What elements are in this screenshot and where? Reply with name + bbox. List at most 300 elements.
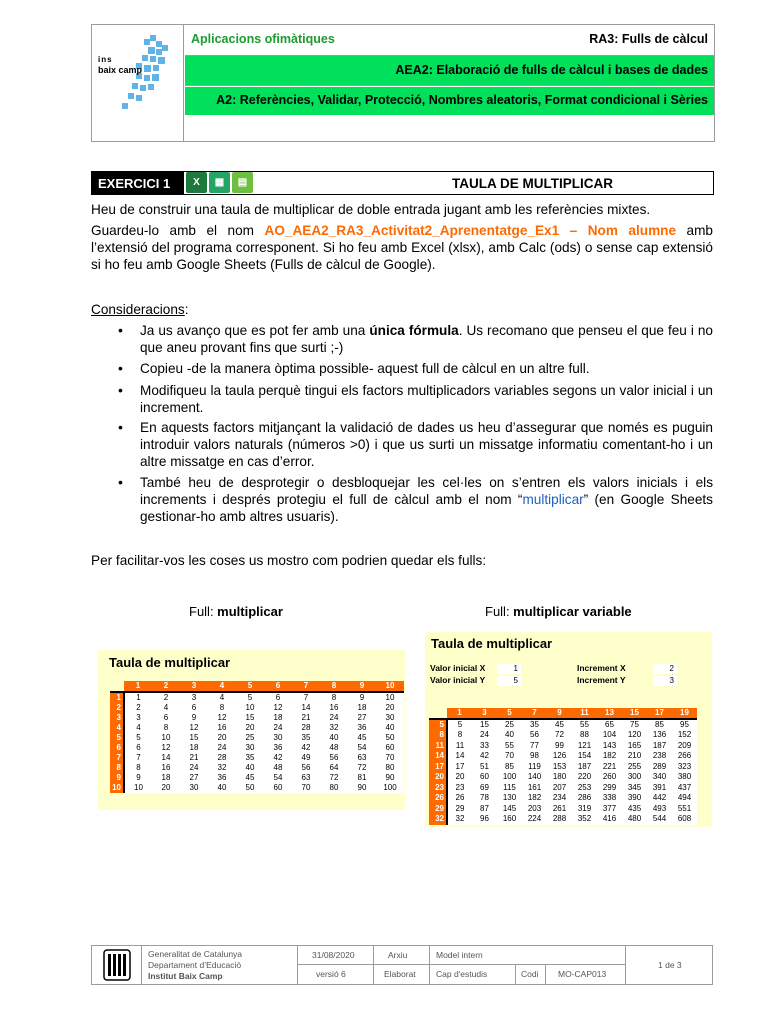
col-header-cell[interactable]: 11 bbox=[572, 708, 597, 719]
product-cell[interactable]: 40 bbox=[376, 723, 404, 733]
product-cell[interactable]: 18 bbox=[264, 713, 292, 723]
product-cell[interactable]: 493 bbox=[647, 804, 672, 815]
product-cell[interactable]: 120 bbox=[622, 730, 647, 741]
product-cell[interactable]: 72 bbox=[547, 730, 572, 741]
product-cell[interactable]: 9 bbox=[348, 692, 376, 703]
product-cell[interactable]: 238 bbox=[647, 751, 672, 762]
product-cell[interactable]: 23 bbox=[447, 783, 472, 794]
footer-cap: Cap d'estudis bbox=[436, 969, 488, 979]
row-header-cell[interactable]: 4 bbox=[110, 723, 124, 733]
product-cell[interactable]: 10 bbox=[376, 692, 404, 703]
product-cell[interactable]: 12 bbox=[264, 703, 292, 713]
logo-subtext: ins bbox=[98, 55, 113, 64]
product-cell[interactable]: 288 bbox=[547, 814, 572, 825]
footer-date-cell bbox=[298, 946, 374, 965]
product-cell[interactable]: 87 bbox=[472, 804, 497, 815]
product-cell[interactable]: 48 bbox=[320, 743, 348, 753]
product-cell[interactable]: 6 bbox=[124, 743, 152, 753]
header-row-aea bbox=[185, 56, 714, 86]
product-cell[interactable]: 299 bbox=[597, 783, 622, 794]
product-cell[interactable]: 11 bbox=[447, 741, 472, 752]
bullet-dot: • bbox=[118, 322, 123, 338]
product-cell[interactable]: 30 bbox=[180, 783, 208, 793]
product-cell[interactable]: 12 bbox=[180, 723, 208, 733]
product-cell[interactable]: 70 bbox=[376, 753, 404, 763]
product-cell[interactable]: 36 bbox=[208, 773, 236, 783]
bullet-3: Modifiqueu la taula perquè tingui els factors multiplicadors variables segons un valor inicial i un increment. bbox=[140, 383, 713, 415]
product-cell[interactable]: 70 bbox=[292, 783, 320, 793]
product-cell[interactable]: 18 bbox=[348, 703, 376, 713]
label-valor-inicial-x: Valor inicial X bbox=[430, 663, 486, 673]
product-cell[interactable]: 1 bbox=[124, 692, 152, 703]
product-cell[interactable]: 180 bbox=[547, 772, 572, 783]
sheet2-title: Taula de multiplicar bbox=[431, 636, 553, 651]
product-cell[interactable]: 380 bbox=[672, 772, 697, 783]
product-cell[interactable]: 494 bbox=[672, 793, 697, 804]
col-header-cell[interactable]: 1 bbox=[447, 708, 472, 719]
product-cell[interactable]: 5 bbox=[124, 733, 152, 743]
col-header-cell[interactable]: 6 bbox=[264, 681, 292, 692]
table-row bbox=[110, 753, 404, 763]
product-cell[interactable]: 32 bbox=[320, 723, 348, 733]
product-cell[interactable]: 224 bbox=[522, 814, 547, 825]
product-cell[interactable]: 9 bbox=[180, 713, 208, 723]
sheet1-caption-name: multiplicar bbox=[217, 604, 283, 619]
product-cell[interactable]: 40 bbox=[236, 763, 264, 773]
product-cell[interactable]: 28 bbox=[208, 753, 236, 763]
bullet-5-pre: També heu de desprotegir o desbloquejar les cel·les on s’entren els valors inicials i els increments i després protegiu el full de càlcul amb el nom “ bbox=[140, 475, 713, 507]
product-cell[interactable]: 95 bbox=[672, 719, 697, 730]
product-cell[interactable]: 8 bbox=[320, 692, 348, 703]
col-header-cell[interactable]: 10 bbox=[376, 681, 404, 692]
product-cell[interactable]: 12 bbox=[208, 713, 236, 723]
col-header-cell[interactable]: 7 bbox=[522, 708, 547, 719]
product-cell[interactable]: 480 bbox=[622, 814, 647, 825]
product-cell[interactable]: 24 bbox=[208, 743, 236, 753]
product-cell[interactable]: 5 bbox=[236, 692, 264, 703]
table-row bbox=[429, 730, 697, 741]
product-cell[interactable]: 28 bbox=[292, 723, 320, 733]
product-cell[interactable]: 266 bbox=[672, 751, 697, 762]
col-header-cell[interactable]: 7 bbox=[292, 681, 320, 692]
product-cell[interactable]: 2 bbox=[124, 703, 152, 713]
product-cell[interactable]: 115 bbox=[497, 783, 522, 794]
product-cell[interactable]: 54 bbox=[264, 773, 292, 783]
product-cell[interactable]: 319 bbox=[572, 804, 597, 815]
col-header-cell[interactable]: 5 bbox=[497, 708, 522, 719]
product-cell[interactable]: 60 bbox=[472, 772, 497, 783]
product-cell[interactable]: 48 bbox=[264, 763, 292, 773]
product-cell[interactable]: 7 bbox=[292, 692, 320, 703]
product-cell[interactable]: 90 bbox=[348, 783, 376, 793]
product-cell[interactable]: 8 bbox=[152, 723, 180, 733]
sheet1-table bbox=[110, 681, 404, 793]
product-cell[interactable]: 221 bbox=[597, 762, 622, 773]
product-cell[interactable]: 36 bbox=[348, 723, 376, 733]
product-cell[interactable]: 51 bbox=[472, 762, 497, 773]
footer-cap-cell bbox=[430, 965, 516, 984]
product-cell[interactable]: 352 bbox=[572, 814, 597, 825]
product-cell[interactable]: 4 bbox=[124, 723, 152, 733]
product-cell[interactable]: 33 bbox=[472, 741, 497, 752]
product-cell[interactable]: 17 bbox=[447, 762, 472, 773]
product-cell[interactable]: 160 bbox=[497, 814, 522, 825]
product-cell[interactable]: 85 bbox=[497, 762, 522, 773]
product-cell[interactable]: 9 bbox=[124, 773, 152, 783]
product-cell[interactable]: 40 bbox=[208, 783, 236, 793]
row-header-cell[interactable]: 20 bbox=[429, 772, 447, 783]
product-cell[interactable]: 100 bbox=[497, 772, 522, 783]
product-cell[interactable]: 45 bbox=[348, 733, 376, 743]
col-header-cell[interactable]: 17 bbox=[647, 708, 672, 719]
product-cell[interactable]: 121 bbox=[572, 741, 597, 752]
corner-cell bbox=[429, 708, 447, 719]
product-cell[interactable]: 161 bbox=[522, 783, 547, 794]
product-cell[interactable]: 220 bbox=[572, 772, 597, 783]
row-header-cell[interactable]: 8 bbox=[110, 763, 124, 773]
row-header-cell[interactable]: 1 bbox=[110, 692, 124, 703]
col-header-cell[interactable]: 15 bbox=[622, 708, 647, 719]
valor-inicial-y-value[interactable]: 5 bbox=[497, 676, 521, 686]
product-cell[interactable]: 20 bbox=[447, 772, 472, 783]
footer-code-cell bbox=[546, 965, 626, 984]
valor-inicial-x-value[interactable]: 1 bbox=[497, 664, 521, 674]
increment-y-value[interactable]: 3 bbox=[653, 676, 677, 686]
product-cell[interactable]: 30 bbox=[376, 713, 404, 723]
product-cell[interactable]: 416 bbox=[597, 814, 622, 825]
product-cell[interactable]: 88 bbox=[572, 730, 597, 741]
product-cell[interactable]: 255 bbox=[622, 762, 647, 773]
bullet-1-pre: Ja us avanço que es pot fer amb una bbox=[140, 323, 370, 338]
product-cell[interactable]: 4 bbox=[208, 692, 236, 703]
product-cell[interactable]: 377 bbox=[597, 804, 622, 815]
product-cell[interactable]: 551 bbox=[672, 804, 697, 815]
row-header-cell[interactable]: 26 bbox=[429, 793, 447, 804]
row-header-cell[interactable]: 29 bbox=[429, 804, 447, 815]
product-cell[interactable]: 165 bbox=[622, 741, 647, 752]
product-cell[interactable]: 30 bbox=[264, 733, 292, 743]
product-cell[interactable]: 80 bbox=[320, 783, 348, 793]
product-cell[interactable]: 435 bbox=[622, 804, 647, 815]
table-row bbox=[110, 783, 404, 793]
product-cell[interactable]: 96 bbox=[472, 814, 497, 825]
product-cell[interactable]: 145 bbox=[497, 804, 522, 815]
product-cell[interactable]: 54 bbox=[348, 743, 376, 753]
sheet2-caption-prefix: Full: bbox=[485, 604, 514, 619]
product-cell[interactable]: 4 bbox=[152, 703, 180, 713]
product-cell[interactable]: 20 bbox=[152, 783, 180, 793]
product-cell[interactable]: 16 bbox=[320, 703, 348, 713]
product-cell[interactable]: 136 bbox=[647, 730, 672, 741]
product-cell[interactable]: 10 bbox=[236, 703, 264, 713]
product-cell[interactable]: 36 bbox=[264, 743, 292, 753]
product-cell[interactable]: 99 bbox=[547, 741, 572, 752]
product-cell[interactable]: 90 bbox=[376, 773, 404, 783]
product-cell[interactable]: 544 bbox=[647, 814, 672, 825]
product-cell[interactable]: 3 bbox=[180, 692, 208, 703]
product-cell[interactable]: 64 bbox=[320, 763, 348, 773]
product-cell[interactable]: 56 bbox=[320, 753, 348, 763]
row-header-cell[interactable]: 6 bbox=[110, 743, 124, 753]
product-cell[interactable]: 7 bbox=[124, 753, 152, 763]
product-cell[interactable]: 42 bbox=[264, 753, 292, 763]
col-header-cell[interactable]: 2 bbox=[152, 681, 180, 692]
footer-version-cell bbox=[298, 965, 374, 984]
product-cell[interactable]: 14 bbox=[447, 751, 472, 762]
baix-camp-logo-icon bbox=[92, 25, 184, 141]
product-cell[interactable]: 187 bbox=[647, 741, 672, 752]
product-cell[interactable]: 21 bbox=[180, 753, 208, 763]
footer-org-2: Departament d’Educació bbox=[148, 960, 242, 970]
product-cell[interactable]: 25 bbox=[497, 719, 522, 730]
footer-org-cell bbox=[142, 946, 298, 984]
product-cell[interactable]: 60 bbox=[376, 743, 404, 753]
product-cell[interactable]: 260 bbox=[597, 772, 622, 783]
product-cell[interactable]: 24 bbox=[180, 763, 208, 773]
footer-elaborat-cell bbox=[374, 965, 430, 984]
product-cell[interactable]: 10 bbox=[124, 783, 152, 793]
label-valor-inicial-y: Valor inicial Y bbox=[430, 675, 486, 685]
product-cell[interactable]: 25 bbox=[236, 733, 264, 743]
product-cell[interactable]: 100 bbox=[376, 783, 404, 793]
footer-model-cell bbox=[430, 946, 626, 965]
col-header-cell[interactable]: 5 bbox=[236, 681, 264, 692]
product-cell[interactable]: 24 bbox=[472, 730, 497, 741]
intro-text: Heu de construir una taula de multiplicar de doble entrada jugant amb les referències mixtes. bbox=[91, 202, 651, 217]
product-cell[interactable]: 69 bbox=[472, 783, 497, 794]
product-cell[interactable]: 340 bbox=[647, 772, 672, 783]
product-cell[interactable]: 55 bbox=[497, 741, 522, 752]
product-cell[interactable]: 10 bbox=[152, 733, 180, 743]
product-cell[interactable]: 49 bbox=[292, 753, 320, 763]
product-cell[interactable]: 323 bbox=[672, 762, 697, 773]
product-cell[interactable]: 300 bbox=[622, 772, 647, 783]
row-header-cell[interactable]: 10 bbox=[110, 783, 124, 793]
product-cell[interactable]: 15 bbox=[236, 713, 264, 723]
product-cell[interactable]: 140 bbox=[522, 772, 547, 783]
product-cell[interactable]: 27 bbox=[180, 773, 208, 783]
product-cell[interactable]: 390 bbox=[622, 793, 647, 804]
footer-page: 1 de 3 bbox=[658, 960, 682, 970]
col-header-cell[interactable]: 13 bbox=[597, 708, 622, 719]
table-row bbox=[429, 783, 697, 794]
product-cell[interactable]: 75 bbox=[622, 719, 647, 730]
product-cell[interactable]: 391 bbox=[647, 783, 672, 794]
col-header-cell[interactable]: 9 bbox=[348, 681, 376, 692]
course-title: Aplicacions ofimàtiques bbox=[191, 32, 335, 46]
product-cell[interactable]: 32 bbox=[208, 763, 236, 773]
footer-arxiu: Arxiu bbox=[388, 950, 408, 960]
product-cell[interactable]: 15 bbox=[472, 719, 497, 730]
row-header-cell[interactable]: 3 bbox=[110, 713, 124, 723]
product-cell[interactable]: 72 bbox=[348, 763, 376, 773]
product-cell[interactable]: 72 bbox=[320, 773, 348, 783]
product-cell[interactable]: 50 bbox=[236, 783, 264, 793]
footer-org-1: Generalitat de Catalunya bbox=[148, 949, 243, 959]
product-cell[interactable]: 32 bbox=[447, 814, 472, 825]
product-cell[interactable]: 143 bbox=[597, 741, 622, 752]
row-header-cell[interactable]: 2 bbox=[110, 703, 124, 713]
product-cell[interactable]: 35 bbox=[522, 719, 547, 730]
row-header-cell[interactable]: 32 bbox=[429, 814, 447, 825]
product-cell[interactable]: 14 bbox=[152, 753, 180, 763]
product-cell[interactable]: 26 bbox=[447, 793, 472, 804]
aea-title: AEA2: Elaboració de fulls de càlcul i bases de dades bbox=[395, 63, 708, 77]
product-cell[interactable]: 234 bbox=[547, 793, 572, 804]
product-cell[interactable]: 35 bbox=[236, 753, 264, 763]
header-row-course bbox=[185, 25, 714, 56]
col-header-cell[interactable]: 9 bbox=[547, 708, 572, 719]
product-cell[interactable]: 187 bbox=[572, 762, 597, 773]
product-cell[interactable]: 5 bbox=[447, 719, 472, 730]
row-header-cell[interactable]: 14 bbox=[429, 751, 447, 762]
bullet-2: Copieu -de la manera òptima possible- aquest full de càlcul en un altre full. bbox=[140, 361, 590, 376]
product-cell[interactable]: 286 bbox=[572, 793, 597, 804]
product-cell[interactable]: 104 bbox=[597, 730, 622, 741]
product-cell[interactable]: 20 bbox=[376, 703, 404, 713]
product-cell[interactable]: 20 bbox=[208, 733, 236, 743]
product-cell[interactable]: 345 bbox=[622, 783, 647, 794]
product-cell[interactable]: 338 bbox=[597, 793, 622, 804]
product-cell[interactable]: 289 bbox=[647, 762, 672, 773]
product-cell[interactable]: 130 bbox=[497, 793, 522, 804]
product-cell[interactable]: 182 bbox=[522, 793, 547, 804]
product-cell[interactable]: 209 bbox=[672, 741, 697, 752]
product-cell[interactable]: 126 bbox=[547, 751, 572, 762]
product-cell[interactable]: 3 bbox=[124, 713, 152, 723]
product-cell[interactable]: 29 bbox=[447, 804, 472, 815]
bullet-1-post: . Us recomano que penseu el que feu i no que aneu provant fins que surti ;-) bbox=[140, 323, 713, 355]
table-row bbox=[110, 692, 404, 703]
product-cell[interactable]: 442 bbox=[647, 793, 672, 804]
col-header-cell[interactable]: 19 bbox=[672, 708, 697, 719]
bullet-4: En aquests factors mitjançant la validació de dades us heu d’assegurar que només es puguin introduir valors naturals (números >0) i que us surti un missatge informatiu comentant-ho i un altre missatge en cas d’error. bbox=[140, 420, 713, 469]
product-cell[interactable]: 40 bbox=[320, 733, 348, 743]
footer-code: MO-CAP013 bbox=[558, 969, 607, 979]
product-cell[interactable]: 253 bbox=[572, 783, 597, 794]
product-cell[interactable]: 77 bbox=[522, 741, 547, 752]
product-cell[interactable]: 45 bbox=[547, 719, 572, 730]
sheet2-caption bbox=[485, 604, 632, 619]
facilitate-text: Per facilitar-vos les coses us mostro com podrien quedar els fulls: bbox=[91, 553, 487, 568]
bullet-5-post: ” (en Google Sheets gestionar-ho amb altres usuaris). bbox=[140, 492, 713, 524]
product-cell[interactable]: 30 bbox=[236, 743, 264, 753]
increment-x-value[interactable]: 2 bbox=[653, 664, 677, 674]
row-header-cell[interactable]: 17 bbox=[429, 762, 447, 773]
product-cell[interactable]: 14 bbox=[292, 703, 320, 713]
product-cell[interactable]: 18 bbox=[152, 773, 180, 783]
product-cell[interactable]: 60 bbox=[264, 783, 292, 793]
product-cell[interactable]: 50 bbox=[376, 733, 404, 743]
product-cell[interactable]: 70 bbox=[497, 751, 522, 762]
product-cell[interactable]: 21 bbox=[292, 713, 320, 723]
table-row bbox=[429, 804, 697, 815]
row-header-cell[interactable]: 11 bbox=[429, 741, 447, 752]
product-cell[interactable]: 20 bbox=[236, 723, 264, 733]
product-cell[interactable]: 154 bbox=[572, 751, 597, 762]
product-cell[interactable]: 437 bbox=[672, 783, 697, 794]
product-cell[interactable]: 40 bbox=[497, 730, 522, 741]
product-cell[interactable]: 207 bbox=[547, 783, 572, 794]
product-cell[interactable]: 45 bbox=[236, 773, 264, 783]
save-instructions bbox=[91, 222, 713, 273]
product-cell[interactable]: 35 bbox=[292, 733, 320, 743]
sheet-name-link: multiplicar bbox=[522, 492, 584, 507]
product-cell[interactable]: 56 bbox=[522, 730, 547, 741]
product-cell[interactable]: 63 bbox=[292, 773, 320, 783]
product-cell[interactable]: 153 bbox=[547, 762, 572, 773]
product-cell[interactable]: 85 bbox=[647, 719, 672, 730]
row-header-cell[interactable]: 8 bbox=[429, 730, 447, 741]
product-cell[interactable]: 8 bbox=[447, 730, 472, 741]
product-cell[interactable]: 152 bbox=[672, 730, 697, 741]
footer-org-3: Institut Baix Camp bbox=[148, 971, 223, 981]
header-row-activity bbox=[185, 87, 714, 115]
product-cell[interactable]: 8 bbox=[208, 703, 236, 713]
table-row bbox=[429, 751, 697, 762]
footer-date: 31/08/2020 bbox=[312, 950, 355, 960]
product-cell[interactable]: 6 bbox=[152, 713, 180, 723]
table-row bbox=[110, 773, 404, 783]
product-cell[interactable]: 81 bbox=[348, 773, 376, 783]
row-header-cell[interactable]: 5 bbox=[429, 719, 447, 730]
product-cell[interactable]: 98 bbox=[522, 751, 547, 762]
product-cell[interactable]: 119 bbox=[522, 762, 547, 773]
sheet1-preview bbox=[98, 650, 405, 810]
product-cell[interactable]: 6 bbox=[180, 703, 208, 713]
product-cell[interactable]: 8 bbox=[124, 763, 152, 773]
product-cell[interactable]: 18 bbox=[180, 743, 208, 753]
product-cell[interactable]: 608 bbox=[672, 814, 697, 825]
product-cell[interactable]: 63 bbox=[348, 753, 376, 763]
product-cell[interactable]: 16 bbox=[152, 763, 180, 773]
row-header-cell[interactable]: 7 bbox=[110, 753, 124, 763]
row-header-cell[interactable]: 5 bbox=[110, 733, 124, 743]
row-header-cell[interactable]: 23 bbox=[429, 783, 447, 794]
product-cell[interactable]: 65 bbox=[597, 719, 622, 730]
product-cell[interactable]: 12 bbox=[152, 743, 180, 753]
row-header-cell[interactable]: 9 bbox=[110, 773, 124, 783]
footer-arxiu-cell bbox=[374, 946, 430, 965]
col-header-cell[interactable]: 1 bbox=[124, 681, 152, 692]
product-cell[interactable]: 27 bbox=[348, 713, 376, 723]
product-cell[interactable]: 2 bbox=[152, 692, 180, 703]
product-cell[interactable]: 42 bbox=[292, 743, 320, 753]
product-cell[interactable]: 182 bbox=[597, 751, 622, 762]
product-cell[interactable]: 56 bbox=[292, 763, 320, 773]
bullet-dot: • bbox=[118, 382, 123, 398]
product-cell[interactable]: 210 bbox=[622, 751, 647, 762]
product-cell[interactable]: 55 bbox=[572, 719, 597, 730]
sheets-icon: ▦ bbox=[209, 172, 230, 193]
product-cell[interactable]: 80 bbox=[376, 763, 404, 773]
bullet-dot: • bbox=[118, 419, 123, 435]
product-cell[interactable]: 24 bbox=[264, 723, 292, 733]
product-cell[interactable]: 203 bbox=[522, 804, 547, 815]
product-cell[interactable]: 24 bbox=[320, 713, 348, 723]
col-header-cell[interactable]: 4 bbox=[208, 681, 236, 692]
col-header-cell[interactable]: 3 bbox=[180, 681, 208, 692]
product-cell[interactable]: 261 bbox=[547, 804, 572, 815]
product-cell[interactable]: 42 bbox=[472, 751, 497, 762]
col-header-cell[interactable]: 8 bbox=[320, 681, 348, 692]
product-cell[interactable]: 16 bbox=[208, 723, 236, 733]
product-cell[interactable]: 78 bbox=[472, 793, 497, 804]
col-header-cell[interactable]: 3 bbox=[472, 708, 497, 719]
product-cell[interactable]: 15 bbox=[180, 733, 208, 743]
excel-icon: X bbox=[186, 172, 207, 193]
product-cell[interactable]: 6 bbox=[264, 692, 292, 703]
